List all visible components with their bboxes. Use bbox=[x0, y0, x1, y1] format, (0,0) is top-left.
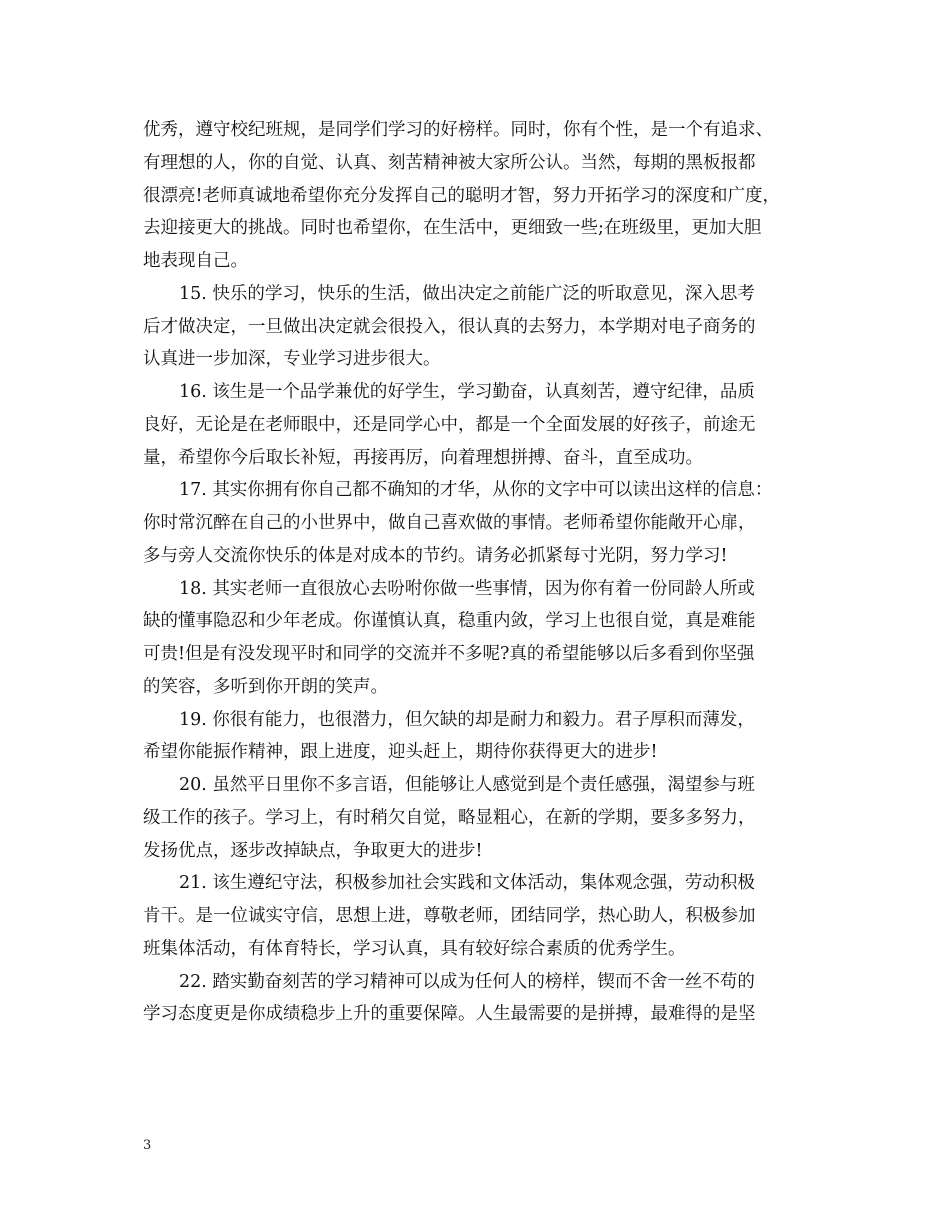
text-line: 有理想的人，你的自觉、认真、刻苦精神被大家所公认。当然，每期的黑板报都 bbox=[143, 152, 756, 173]
text-line: 良好，无论是在老师眼中，还是同学心中，都是一个全面发展的好孩子，前途无 bbox=[143, 414, 756, 435]
text-line: 学习态度更是你成绩稳步上升的重要保障。人生最需要的是拼搏，最难得的是坚 bbox=[143, 1004, 756, 1025]
paragraph-start-18: 18. 其实老师一直很放心去吩咐你做一些事情，因为你有着一份同龄人所或 bbox=[179, 578, 755, 599]
text-line: 级工作的孩子。学习上，有时稍欠自觉，略显粗心，在新的学期，要多多努力， bbox=[143, 807, 756, 828]
paragraph-start-16: 16. 该生是一个品学兼优的好学生，学习勤奋，认真刻苦，遵守纪律，品质 bbox=[179, 382, 755, 402]
text-line: 认真进一步加深，专业学习进步很大。 bbox=[143, 349, 441, 370]
text-line: 很漂亮!老师真诚地希望你充分发挥自己的聪明才智，努力开拓学习的深度和广度， bbox=[143, 185, 781, 206]
text-line: 量，希望你今后取长补短，再接再厉，向着理想拼搏、奋斗，直至成功。 bbox=[143, 447, 703, 468]
page-number: 3 bbox=[143, 1138, 152, 1153]
paragraph-start-15: 15. 快乐的学习，快乐的生活，做出决定之前能广泛的听取意见，深入思考 bbox=[179, 283, 755, 304]
text-line: 的笑容，多听到你开朗的笑声。 bbox=[143, 676, 388, 697]
paragraph-start-21: 21. 该生遵纪守法，积极参加社会实践和文体活动，集体观念强，劳动积极 bbox=[179, 873, 755, 894]
body-text bbox=[143, 114, 823, 1031]
text-line: 优秀，遵守校纪班规，是同学们学习的好榜样。同时，你有个性，是一个有追求、 bbox=[143, 120, 773, 140]
text-line: 发扬优点，逐步改掉缺点，争取更大的进步! bbox=[143, 840, 483, 861]
paragraph-start-22: 22. 踏实勤奋刻苦的学习精神可以成为任何人的榜样，锲而不舍一丝不苟的 bbox=[179, 971, 755, 992]
text-line: 缺的懂事隐忍和少年老成。你谨慎认真，稳重内敛，学习上也很自觉，真是难能 bbox=[143, 611, 756, 632]
paragraph-start-17: 17. 其实你拥有你自己都不确知的才华，从你的文字中可以读出这样的信息： bbox=[179, 480, 773, 501]
text-line: 可贵!但是有没发现平时和同学的交流并不多呢?真的希望能够以后多看到你坚强 bbox=[143, 644, 755, 664]
text-line: 希望你能振作精神，跟上进度，迎头赶上，期待你获得更大的进步! bbox=[143, 742, 658, 763]
paragraph-start-20: 20. 虽然平日里你不多言语，但能够让人感觉到是个责任感强，渴望参与班 bbox=[179, 775, 755, 795]
text-line: 你时常沉醉在自己的小世界中，做自己喜欢做的事情。老师希望你能敞开心扉， bbox=[143, 513, 756, 533]
text-line: 多与旁人交流你快乐的体是对成本的节约。请务必抓紧每寸光阴，努力学习! bbox=[143, 545, 728, 566]
paragraph-start-19: 19. 你很有能力，也很潜力，但欠缺的却是耐力和毅力。君子厚积而薄发， bbox=[179, 709, 755, 730]
text-line: 班集体活动，有体育特长，学习认真，具有较好综合素质的优秀学生。 bbox=[143, 938, 686, 959]
text-line: 地表现自己。 bbox=[143, 251, 248, 271]
text-line: 肯干。是一位诚实守信，思想上进，尊敬老师，团结同学，热心助人，积极参加 bbox=[143, 906, 756, 926]
text-line: 后才做决定，一旦做出决定就会很投入，很认真的去努力，本学期对电子商务的 bbox=[143, 316, 756, 337]
text-line: 去迎接更大的挑战。同时也希望你，在生活中，更细致一些;在班级里，更加大胆 bbox=[143, 218, 762, 239]
